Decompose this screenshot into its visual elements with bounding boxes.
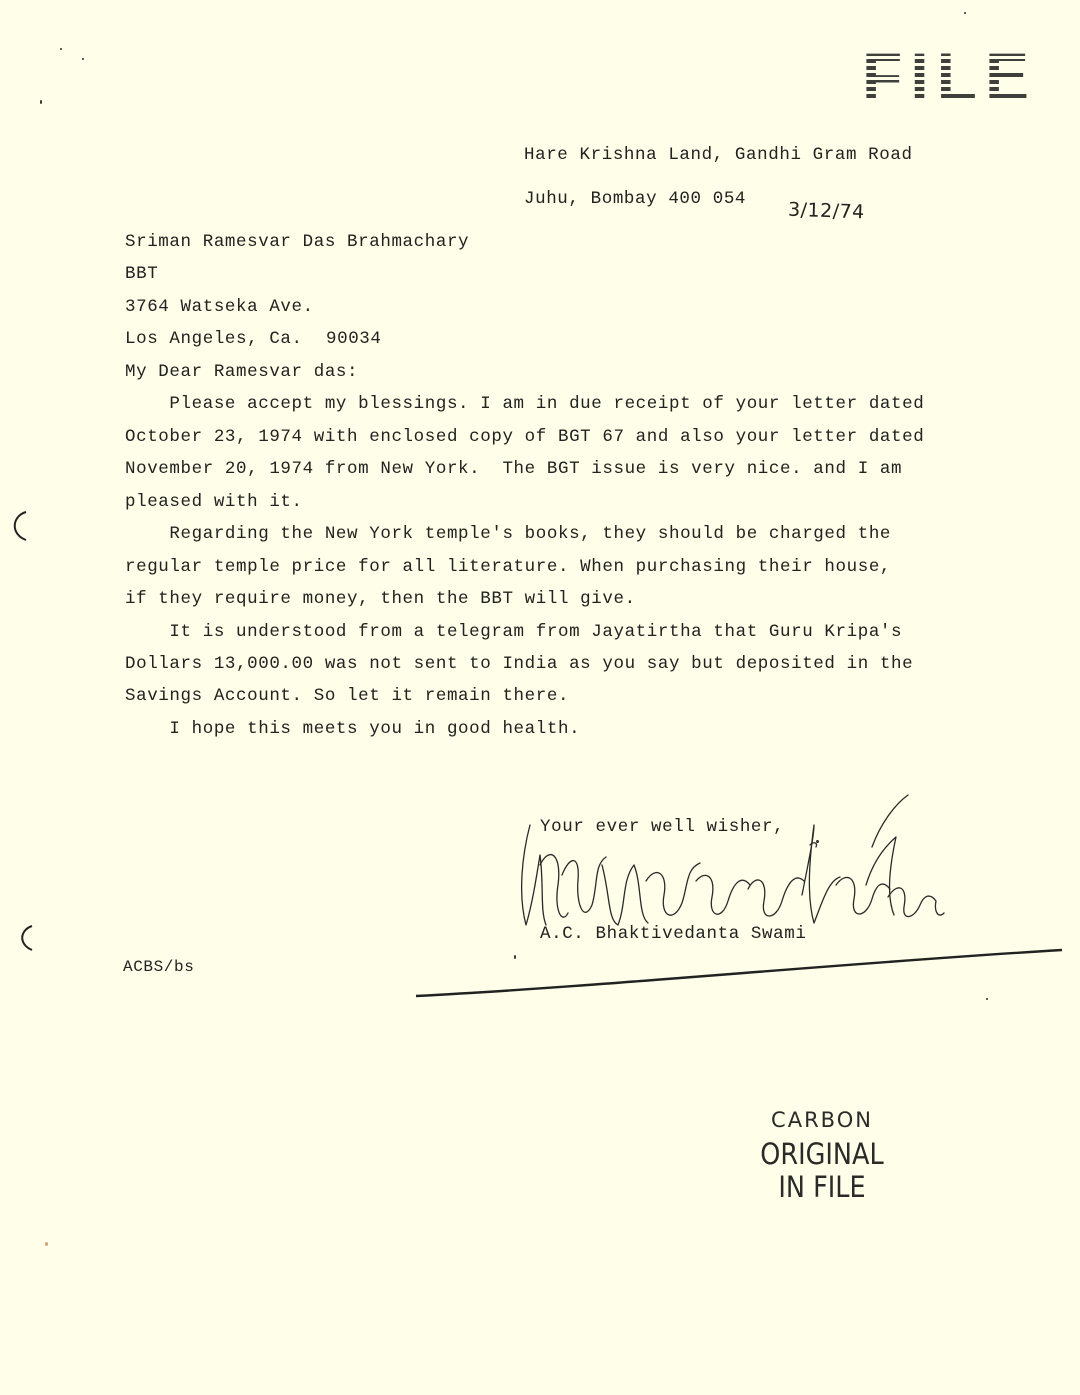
body-line: if they require money, then the BBT will give. bbox=[125, 589, 636, 609]
file-stamp bbox=[862, 38, 1037, 114]
paper-speck bbox=[964, 12, 966, 14]
salutation: My Dear Ramesvar das: bbox=[125, 362, 359, 382]
file-stamp-text: FILE bbox=[862, 39, 1037, 113]
carbon-stamp-line3: IN FILE bbox=[778, 1170, 866, 1204]
recipient-city: Los Angeles, Ca. bbox=[125, 329, 303, 349]
recipient-name: Sriman Ramesvar Das Brahmachary bbox=[125, 232, 470, 252]
recipient-zip: 90034 bbox=[326, 329, 382, 349]
body-line: I hope this meets you in good health. bbox=[125, 719, 581, 739]
typist-initials: ACBS/bs bbox=[123, 958, 195, 976]
letterhead-address-line2: Juhu, Bombay 400 054 bbox=[524, 189, 747, 209]
recipient-org: BBT bbox=[125, 264, 159, 284]
body-line: pleased with it. bbox=[125, 492, 303, 512]
carbon-stamp-line1: CARBON bbox=[771, 1108, 873, 1132]
body-line: Regarding the New York temple's books, they should be charged the bbox=[125, 524, 892, 544]
signature-line bbox=[410, 940, 1070, 1006]
body-line: Please accept my blessings. I am in due receipt of your letter dated bbox=[125, 394, 925, 414]
body-line: November 20, 1974 from New York. The BGT issue is very nice. and I am bbox=[125, 459, 903, 479]
signature-typed-name: A.C. Bhaktivedanta Swami bbox=[540, 924, 807, 944]
punch-hole-mark bbox=[6, 508, 30, 544]
paper-speck bbox=[60, 48, 62, 50]
carbon-stamp-line2: ORIGINAL bbox=[760, 1137, 884, 1171]
body-line: It is understood from a telegram from Jayatirtha that Guru Kripa's bbox=[125, 622, 903, 642]
paper-speck bbox=[45, 1242, 48, 1246]
paper-speck bbox=[82, 58, 84, 60]
closing: Your ever well wisher, bbox=[540, 817, 785, 837]
paper-speck bbox=[816, 840, 819, 843]
body-line: Savings Account. So let it remain there. bbox=[125, 686, 570, 706]
body-line: October 23, 1974 with enclosed copy of BGT 67 and also your letter dated bbox=[125, 427, 925, 447]
letter-date: 3/12/74 bbox=[787, 198, 866, 224]
paper-speck bbox=[40, 100, 42, 104]
punch-hole-mark bbox=[12, 922, 36, 954]
letterhead-address-line1: Hare Krishna Land, Gandhi Gram Road bbox=[524, 145, 913, 165]
paper-speck bbox=[514, 955, 516, 959]
paper-speck bbox=[986, 998, 988, 1000]
body-line: Dollars 13,000.00 was not sent to India as you say but deposited in the bbox=[125, 654, 914, 674]
body-line: regular temple price for all literature. When purchasing their house, bbox=[125, 557, 892, 577]
recipient-street: 3764 Watseka Ave. bbox=[125, 297, 314, 317]
